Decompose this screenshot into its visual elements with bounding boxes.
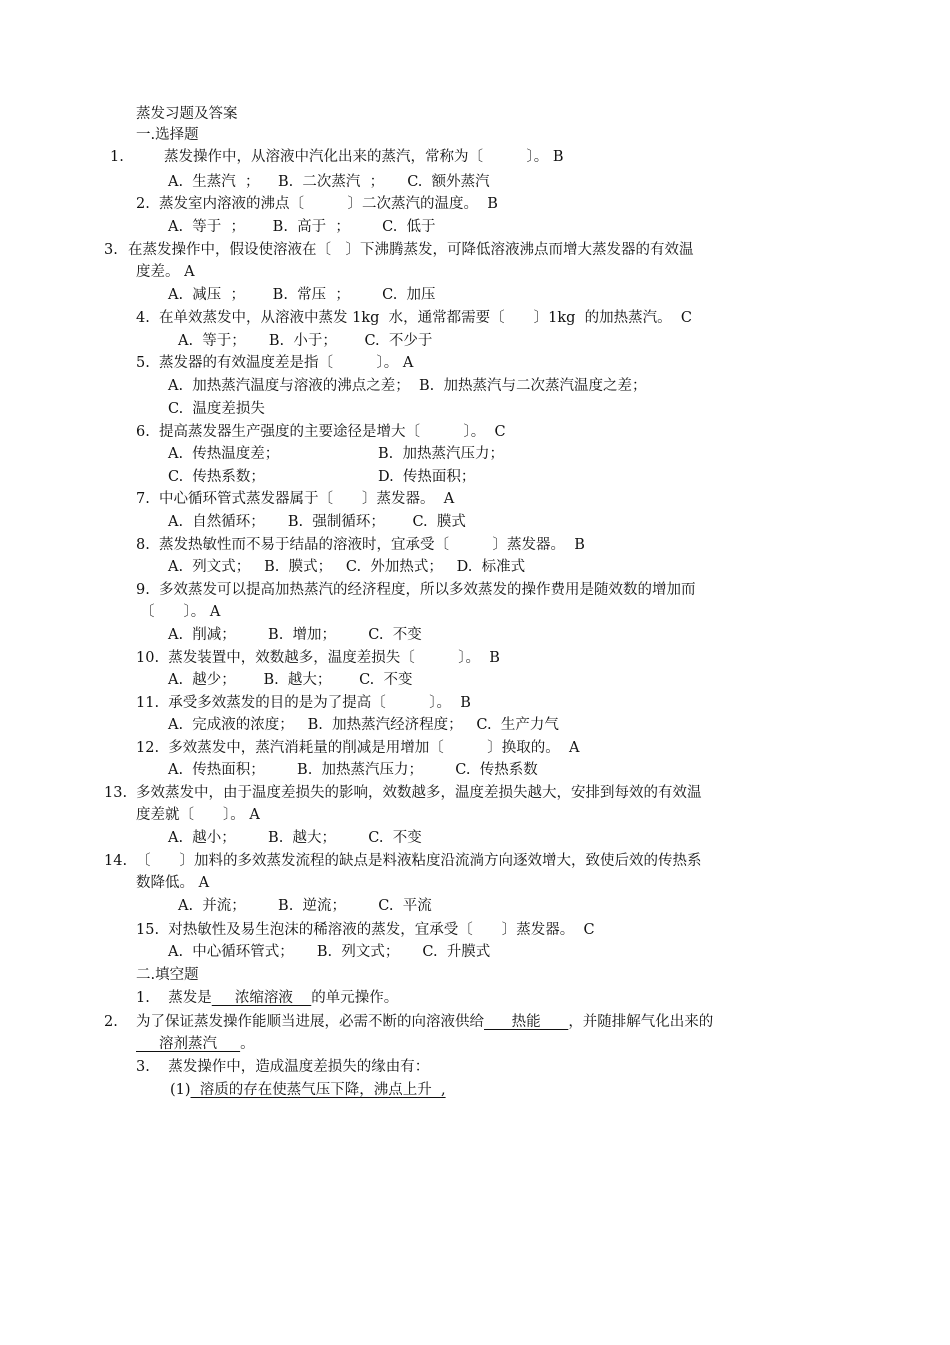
question-number: 2.: [104, 1014, 118, 1030]
fill-3-sub-1-label: (1): [170, 1082, 191, 1098]
question-5-options-line2: C. 温度差损失: [168, 401, 265, 417]
question-9-text-line2: 〔 〕。 A: [140, 604, 221, 620]
question-number: 13.: [104, 785, 128, 801]
question-6-option-b: B. 加热蒸汽压力；: [378, 446, 504, 462]
question-10-text: 10. 蒸发装置中，效数越多，温度差损失〔 〕。 B: [136, 650, 500, 666]
question-14-text-line2: 数降低。 A: [136, 875, 210, 891]
question-11-text: 11. 承受多效蒸发的目的是为了提高〔 〕。 B: [136, 695, 471, 711]
question-15-options: A. 中心循环管式； B. 列文式； C. 升膜式: [168, 944, 491, 960]
fill-2-prefix: 为了保证蒸发操作能顺当进展，必需不断的向溶液供给: [136, 1014, 484, 1030]
question-14-options: A. 并流； B. 逆流； C. 平流: [178, 898, 432, 914]
question-6-text: 6. 提高蒸发器生产强度的主要途径是增大〔 〕。 C: [136, 424, 506, 440]
fill-1: [136, 988, 398, 1008]
fill-2-line2: [136, 1034, 255, 1054]
question-11-options: A. 完成液的浓度； B. 加热蒸汽经济程度； C. 生产力气: [168, 717, 559, 733]
question-number: 3.: [104, 242, 118, 258]
fill-1-prefix: 1. 蒸发是: [136, 990, 212, 1006]
question-13-text-line2: 度差就〔 〕。 A: [136, 807, 260, 823]
question-5-text: 5. 蒸发器的有效温度差是指〔 〕。 A: [136, 355, 414, 371]
question-6-option-d: D. 传热面积；: [378, 469, 476, 485]
question-6-option-a: A. 传热温度差；: [168, 446, 280, 462]
fill-2-end: 。: [240, 1036, 255, 1052]
question-7-text: 7. 中心循环管式蒸发器属于〔 〕蒸发器。 A: [136, 491, 455, 507]
fill-1-suffix: 的单元操作。: [311, 990, 399, 1006]
question-8-options: A. 列文式； B. 膜式； C. 外加热式； D. 标准式: [168, 559, 526, 575]
question-2-text: 2. 蒸发室内溶液的沸点〔 〕二次蒸汽的温度。 B: [136, 196, 498, 212]
question-4-text: 4. 在单效蒸发中，从溶液中蒸发 1kg 水，通常都需要〔 〕1kg 的加热蒸汽。 C: [136, 310, 692, 326]
question-13-text-line1: 多效蒸发中，由于温度差损失的影响，效数越多，温度差损失越大，安排到每效的有效温: [136, 785, 702, 801]
question-1-options: A. 生蒸汽 ； B. 二次蒸汽 ； C. 额外蒸汽: [168, 174, 490, 190]
fill-2-suffix: ，并随排解气化出来的: [568, 1014, 714, 1030]
question-2-options: A. 等于 ； B. 高于 ； C. 低于: [168, 219, 436, 235]
question-8-text: 8. 蒸发热敏性而不易于结晶的溶液时，宜承受〔 〕蒸发器。 B: [136, 537, 585, 553]
fill-2-answer: 热能: [484, 1014, 569, 1030]
doc-title: 蒸发习题及答案: [136, 106, 238, 122]
question-13-options: A. 越小； B. 越大； C. 不变: [168, 830, 422, 846]
question-9-options: A. 削减； B. 增加； C. 不变: [168, 627, 422, 643]
question-12-options: A. 传热面积； B. 加热蒸汽压力； C. 传热系数: [168, 762, 538, 778]
question-3-options: A. 减压 ； B. 常压 ； C. 加压: [168, 287, 436, 303]
fill-3-text: 3. 蒸发操作中，造成温度差损失的缘由有：: [136, 1059, 430, 1075]
question-10-options: A. 越少； B. 越大； C. 不变: [168, 672, 413, 688]
fill-2-line1: [136, 1012, 713, 1032]
question-12-text: 12. 多效蒸发中，蒸汽消耗量的削减是用增加〔 〕换取的。 A: [136, 740, 580, 756]
fill-1-answer: 浓缩溶液: [211, 990, 312, 1006]
question-3-text-line1: 在蒸发操作中，假设使溶液在〔 〕下沸腾蒸发，可降低溶液沸点而增大蒸发器的有效温: [128, 242, 694, 258]
question-number: 1.: [110, 149, 124, 165]
section-fill-heading: 二.填空题: [136, 967, 199, 983]
section-choice-heading: 一.选择题: [136, 127, 199, 143]
question-4-options: A. 等于； B. 小于； C. 不少于: [178, 333, 433, 349]
question-5-options-line1: A. 加热蒸汽温度与溶液的沸点之差； B. 加热蒸汽与二次蒸汽温度之差；: [168, 378, 647, 394]
question-9-text-line1: 9. 多效蒸发可以提高加热蒸汽的经济程度，所以多效蒸发的操作费用是随效数的增加而: [136, 582, 696, 598]
question-1-text: 蒸发操作中，从溶液中汽化出来的蒸汽，常称为〔 〕。 B: [164, 149, 564, 165]
question-6-option-c: C. 传热系数；: [168, 469, 265, 485]
question-number: 14.: [104, 853, 128, 869]
question-15-text: 15. 对热敏性及易生泡沫的稀溶液的蒸发，宜承受〔 〕蒸发器。 C: [136, 922, 595, 938]
fill-3-sub-1-answer: 溶质的存在使蒸气压下降，沸点上升 ,: [190, 1082, 446, 1098]
fill-3-sub-1: [170, 1080, 446, 1100]
question-3-text-line2: 度差。 A: [136, 264, 195, 280]
question-7-options: A. 自然循环； B. 强制循环； C. 膜式: [168, 514, 466, 530]
question-14-text-line1: 〔 〕加料的多效蒸发流程的缺点是料液粘度沿流淌方向逐效增大，致使后效的传热系: [136, 853, 702, 869]
fill-2-answer-2: 溶剂蒸汽: [136, 1036, 241, 1052]
